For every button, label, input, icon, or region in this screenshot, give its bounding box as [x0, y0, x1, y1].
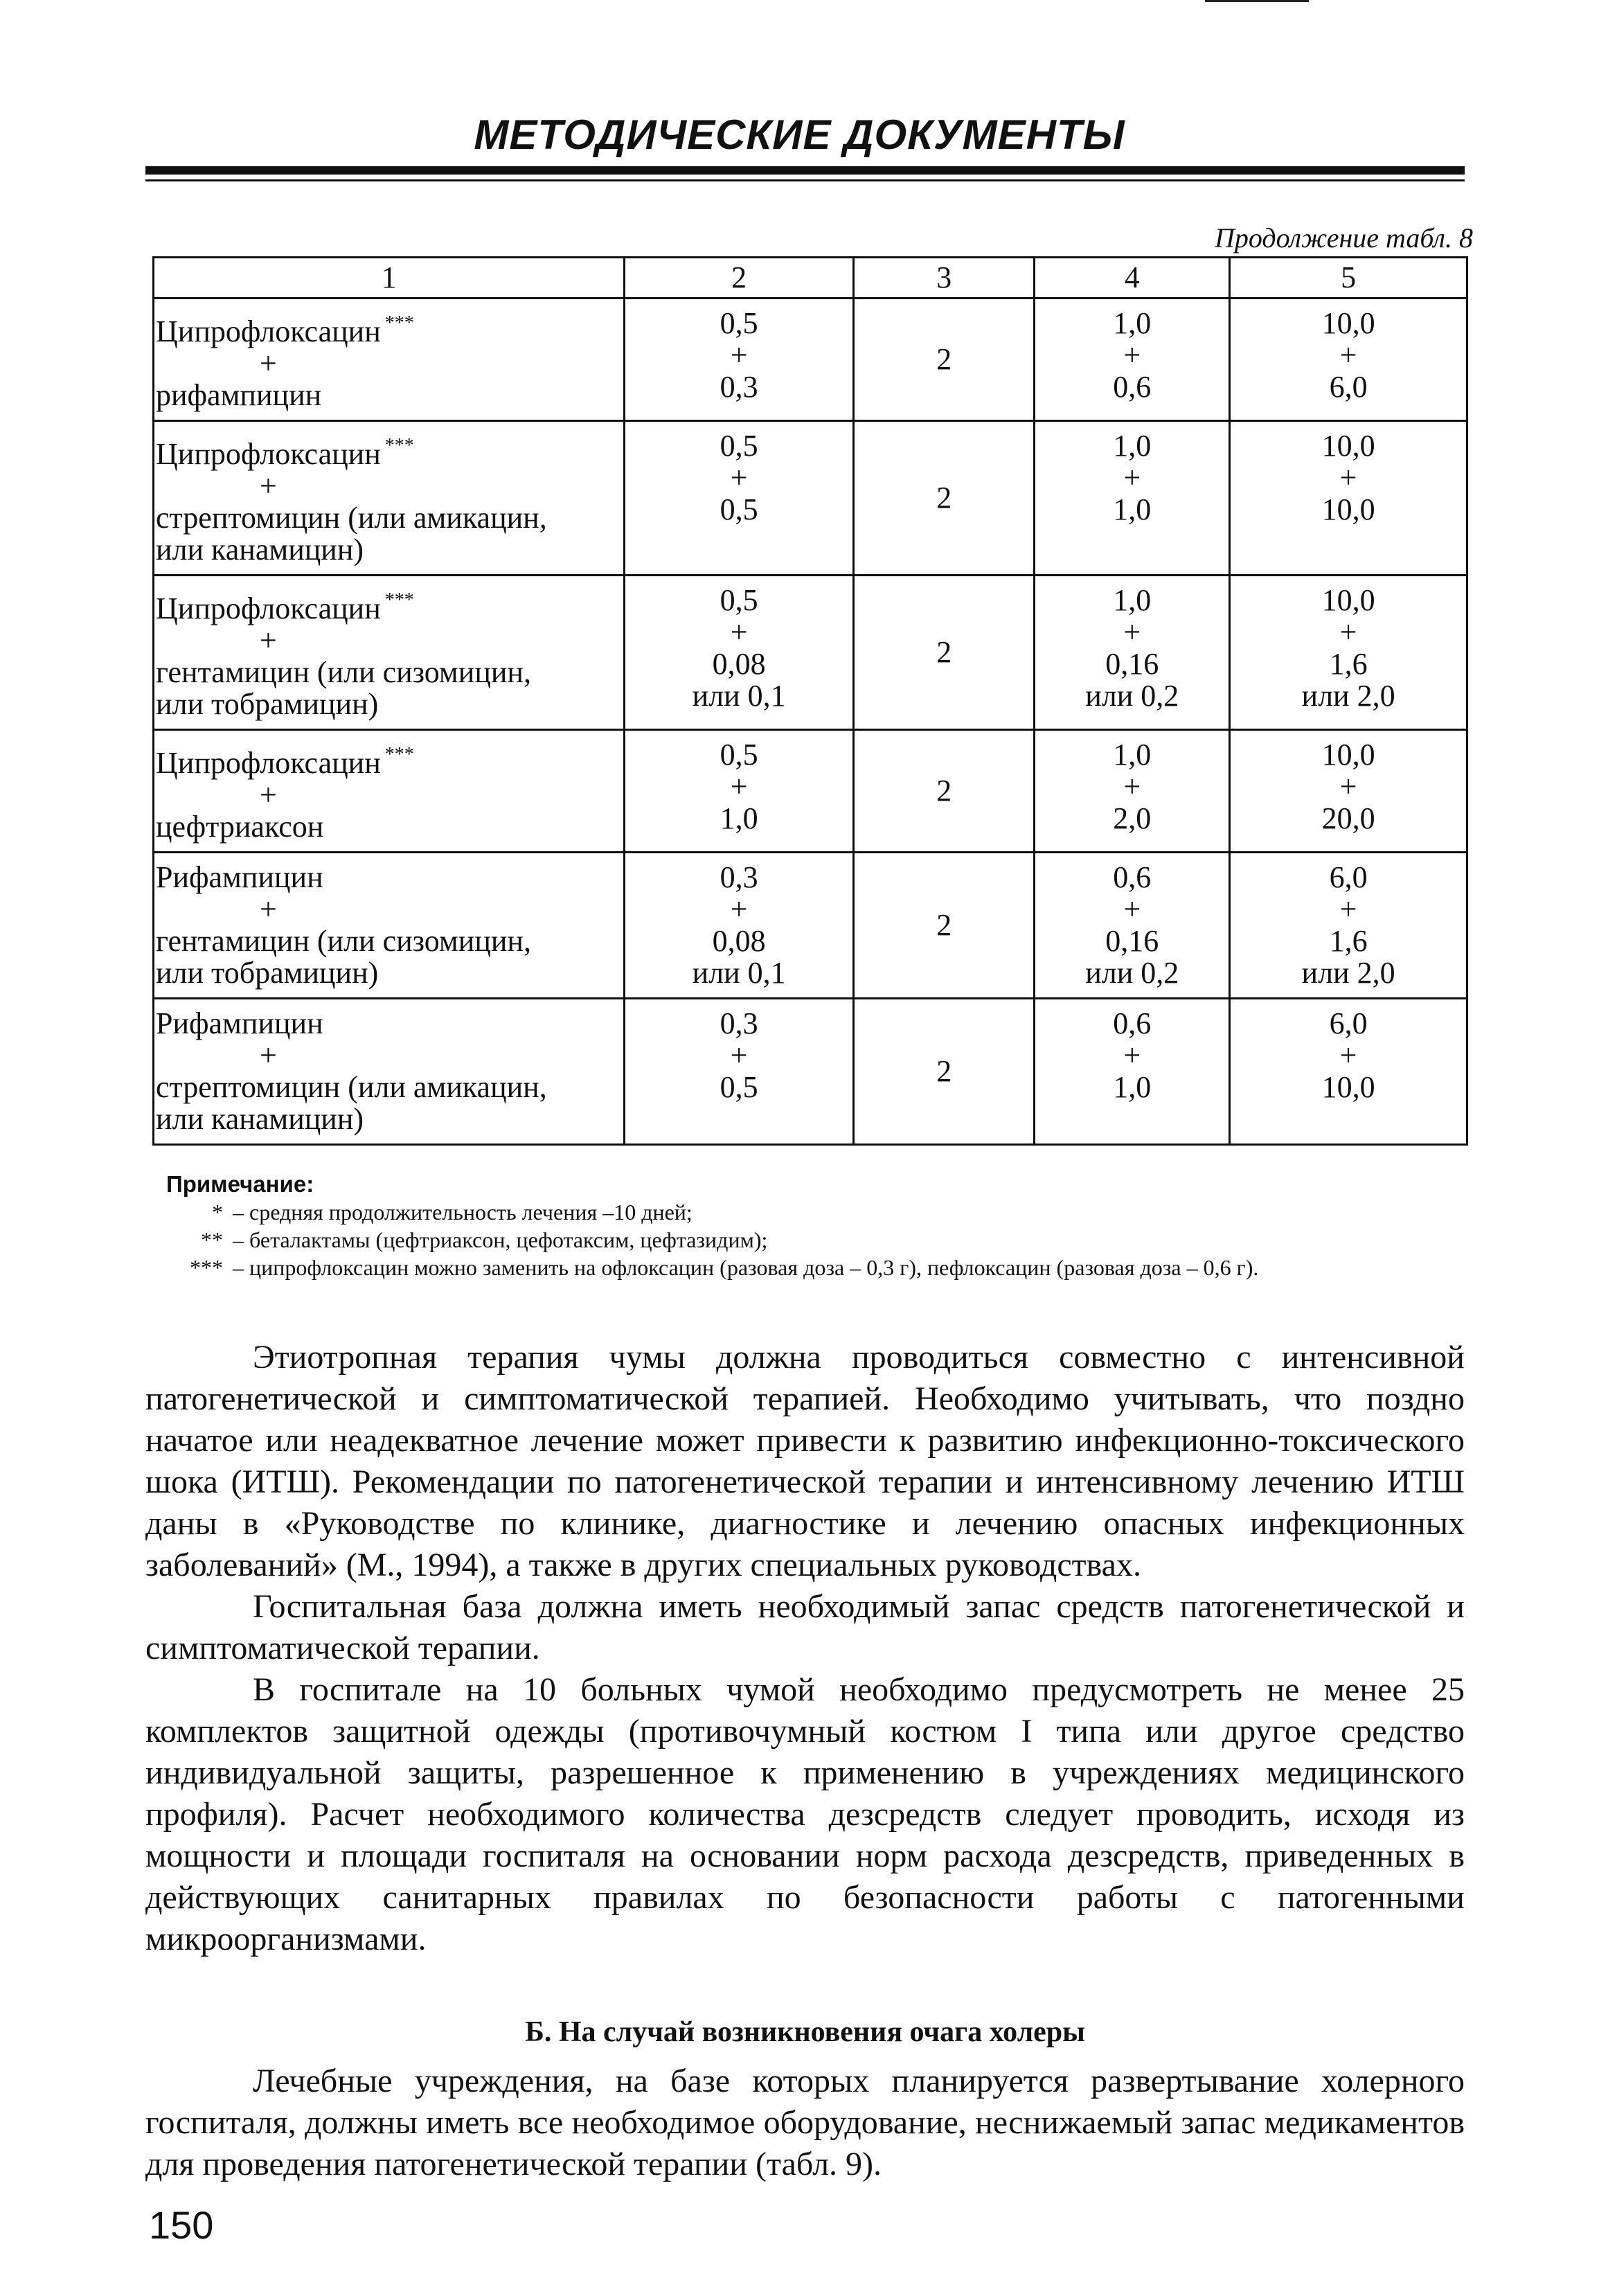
body-paragraph: В госпитале на 10 больных чумой необходимо предусмотреть не менее 25 комплектов защитной одежды (противочумный костюм I типа или другое средство индивидуальной защиты, разрешенное к применению в учреждениях медицинского профиля). Расчет необходимого количества дезсредств следует проводить, исходя из мощности и площади госпиталя на основании норм расхода дезсредств, приведенных в действующих санитарных правилах по безопасности работы с патогенными микроорганизмами.: [145, 1671, 1465, 1957]
cell-line: 1,0: [1113, 738, 1152, 772]
cell-line: 0,5: [720, 1070, 758, 1104]
dose-single-cell: [625, 576, 854, 730]
dose-course-cell: [1230, 730, 1467, 853]
note-mark: **: [201, 1227, 223, 1252]
cell-line: 0,16: [1105, 924, 1159, 958]
cell-line: +: [260, 623, 277, 657]
cell-line: или 0,2: [1085, 679, 1179, 713]
cell-line: +: [1123, 892, 1141, 926]
cell-line: +: [730, 615, 748, 649]
footnote-marker: ***: [384, 435, 414, 456]
cell-line: 10,0: [1321, 306, 1375, 340]
dose-single-cell: [625, 730, 854, 853]
dose-daily-cell: [1035, 576, 1230, 730]
cell-line: 10,0: [1321, 1070, 1375, 1104]
drug-cell: [154, 576, 625, 730]
cell-line: гентамицин (или сизомицин,: [156, 924, 531, 958]
drug-cell: [154, 730, 625, 853]
body-paragraph: Госпитальная база должна иметь необходимый запас средств патогенетической и симптоматической терапии.: [145, 1588, 1465, 1666]
cell-line: или тобрамицин): [156, 956, 379, 990]
drug-cell: [154, 999, 625, 1145]
cell-line: +: [1339, 615, 1357, 649]
notes-title: Примечание:: [166, 1171, 314, 1197]
cell-line: 0,5: [720, 306, 758, 340]
cell-line: Рифампицин: [156, 860, 323, 894]
dosage-table: [152, 256, 1468, 1146]
cell-line: или 0,1: [692, 956, 786, 990]
cell-line: 10,0: [1321, 738, 1375, 772]
dose-daily-cell: [1035, 730, 1230, 853]
cell-line: 0,3: [720, 370, 758, 404]
cell-line: +: [730, 338, 748, 372]
footnote-marker: ***: [384, 744, 414, 765]
dose-daily-cell: [1035, 421, 1230, 576]
cell-line: или канамицин): [156, 533, 364, 567]
cell-line: +: [260, 346, 277, 380]
cell-line: 0,16: [1105, 647, 1159, 681]
cell-line: +: [260, 469, 277, 503]
cell-line: 0,5: [720, 583, 758, 617]
cell-line: рифампицин: [156, 378, 322, 412]
dose-single-cell: [625, 999, 854, 1145]
cell-line: 0,6: [1113, 1006, 1152, 1040]
cell-line: 0,08: [712, 924, 766, 958]
cell-line: гентамицин (или сизомицин,: [156, 655, 531, 689]
dose-daily-cell: [1035, 999, 1230, 1145]
cell-line: 0,08: [712, 647, 766, 681]
table-row: [154, 299, 1467, 421]
cell-line: +: [1123, 1038, 1141, 1072]
cell-line: 6,0: [1329, 370, 1368, 404]
footnote-marker: ***: [384, 589, 414, 611]
cell-line: Ципрофлоксацин ***: [156, 435, 414, 471]
header-rule-thin: [145, 179, 1465, 181]
cell-line: +: [1339, 1038, 1357, 1072]
header-rule-thick: [145, 166, 1465, 175]
frequency-cell: 2: [854, 999, 1035, 1145]
closing-paragraph-block: [145, 2061, 1465, 2185]
cell-line: 10,0: [1321, 492, 1375, 526]
cell-line: +: [1339, 892, 1357, 926]
note-text: – средняя продолжительность лечения –10 дней;: [233, 1200, 693, 1225]
body-paragraphs: [145, 1337, 1465, 1960]
frequency-cell: 2: [854, 576, 1035, 730]
cell-line: 0,3: [720, 860, 758, 894]
cell-line: +: [1339, 461, 1357, 495]
cell-line: 0,5: [720, 492, 758, 526]
cell-line: +: [260, 892, 277, 926]
cell-line: 1,0: [720, 801, 758, 835]
cell-line: или 2,0: [1301, 956, 1395, 990]
cell-line: или канамицин): [156, 1102, 364, 1136]
page-number: 150: [149, 2203, 214, 2247]
table-row: [154, 730, 1467, 853]
drug-cell: [154, 421, 625, 576]
table-row: [154, 576, 1467, 730]
cell-line: +: [730, 892, 748, 926]
cell-line: 10,0: [1321, 583, 1375, 617]
table-row: [154, 999, 1467, 1145]
drug-cell: [154, 299, 625, 421]
running-header: МЕТОДИЧЕСКИЕ ДОКУМЕНТЫ: [474, 112, 1125, 158]
cell-line: +: [260, 1038, 277, 1072]
cell-line: +: [730, 1038, 748, 1072]
footnote-marker: ***: [384, 312, 414, 334]
cell-line: 1,0: [1113, 306, 1152, 340]
cell-line: 6,0: [1329, 1006, 1368, 1040]
cell-line: +: [1123, 769, 1141, 803]
cell-line: Ципрофлоксацин ***: [156, 312, 414, 348]
cell-line: +: [1339, 338, 1357, 372]
cell-line: +: [1123, 615, 1141, 649]
section-heading: Б. На случай возникновения очага холеры: [525, 2016, 1085, 2048]
note-item: [166, 1198, 1258, 1226]
cell-line: 0,6: [1113, 860, 1152, 894]
dose-single-cell: [625, 853, 854, 999]
note-text: – ципрофлоксацин можно заменить на офлоксацин (разовая доза – 0,3 г), пефлоксацин (разовая доза – 0,6 г).: [233, 1255, 1259, 1280]
cell-line: 1,0: [1113, 429, 1152, 463]
cell-line: цефтриаксон: [156, 810, 324, 844]
cell-line: +: [1123, 461, 1141, 495]
cell-line: стрептомицин (или амикацин,: [156, 501, 547, 535]
dose-course-cell: [1230, 853, 1467, 999]
dose-single-cell: [625, 299, 854, 421]
table-row: [154, 853, 1467, 999]
cell-line: 2,0: [1113, 801, 1152, 835]
dose-daily-cell: [1035, 299, 1230, 421]
frequency-cell: 2: [854, 730, 1035, 853]
cell-line: 1,0: [1113, 492, 1152, 526]
top-edge-line: [1205, 0, 1309, 2]
frequency-cell: 2: [854, 421, 1035, 576]
cell-line: +: [1123, 338, 1141, 372]
cell-line: +: [260, 778, 277, 812]
cell-line: 6,0: [1329, 860, 1368, 894]
frequency-cell: 2: [854, 853, 1035, 999]
note-item: [166, 1226, 1258, 1254]
note-mark: ***: [190, 1255, 223, 1280]
cell-line: 0,5: [720, 429, 758, 463]
table-header-row: [154, 258, 1467, 299]
cell-line: +: [730, 461, 748, 495]
cell-line: +: [1339, 769, 1357, 803]
column-header: 5: [1230, 258, 1467, 299]
cell-line: 1,0: [1113, 1070, 1152, 1104]
cell-line: Ципрофлоксацин ***: [156, 589, 414, 625]
table-caption: Продолжение табл. 8: [1214, 222, 1473, 253]
column-header: 2: [625, 258, 854, 299]
table-notes: [166, 1171, 1258, 1281]
cell-line: 0,3: [720, 1006, 758, 1040]
cell-line: или 2,0: [1301, 679, 1395, 713]
column-header: 3: [854, 258, 1035, 299]
cell-line: 0,5: [720, 738, 758, 772]
cell-line: или 0,1: [692, 679, 786, 713]
cell-line: +: [730, 769, 748, 803]
cell-line: Ципрофлоксацин ***: [156, 744, 414, 780]
cell-line: 1,6: [1329, 647, 1368, 681]
cell-line: 1,6: [1329, 924, 1368, 958]
frequency-cell: 2: [854, 299, 1035, 421]
cell-line: 0,6: [1113, 370, 1152, 404]
note-text: – беталактамы (цефтриаксон, цефотаксим, цефтазидим);: [233, 1227, 768, 1252]
cell-line: стрептомицин (или амикацин,: [156, 1070, 547, 1104]
body-paragraph: Этиотропная терапия чумы должна проводиться совместно с интенсивной патогенетической и симптоматической терапией. Необходимо учитывать, что поздно начатое или неадекватное лечение может привести к развитию инфекционно-токсического шока (ИТШ). Рекомендации по патогенетической терапии и интенсивному лечению ИТШ даны в «Руководстве по клинике, диагностике и лечению опасных инфекционных заболеваний» (М., 1994), а также в других специальных руководствах.: [145, 1339, 1465, 1583]
note-mark: *: [212, 1200, 223, 1225]
cell-line: или 0,2: [1085, 956, 1179, 990]
dose-single-cell: [625, 421, 854, 576]
body-paragraph: Лечебные учреждения, на базе которых планируется развертывание холерного госпиталя, должны иметь все необходимое оборудование, неснижаемый запас медикаментов для проведения патогенетической терапии (табл. 9).: [145, 2063, 1465, 2182]
cell-line: 10,0: [1321, 429, 1375, 463]
cell-line: 1,0: [1113, 583, 1152, 617]
column-header: 4: [1035, 258, 1230, 299]
cell-line: или тобрамицин): [156, 687, 379, 721]
dose-course-cell: [1230, 299, 1467, 421]
table-row: [154, 421, 1467, 576]
note-item: [166, 1254, 1258, 1281]
column-header: 1: [154, 258, 625, 299]
cell-line: Рифампицин: [156, 1006, 323, 1040]
drug-cell: [154, 853, 625, 999]
dose-course-cell: [1230, 576, 1467, 730]
cell-line: 20,0: [1321, 801, 1375, 835]
dose-course-cell: [1230, 421, 1467, 576]
dose-daily-cell: [1035, 853, 1230, 999]
dose-course-cell: [1230, 999, 1467, 1145]
